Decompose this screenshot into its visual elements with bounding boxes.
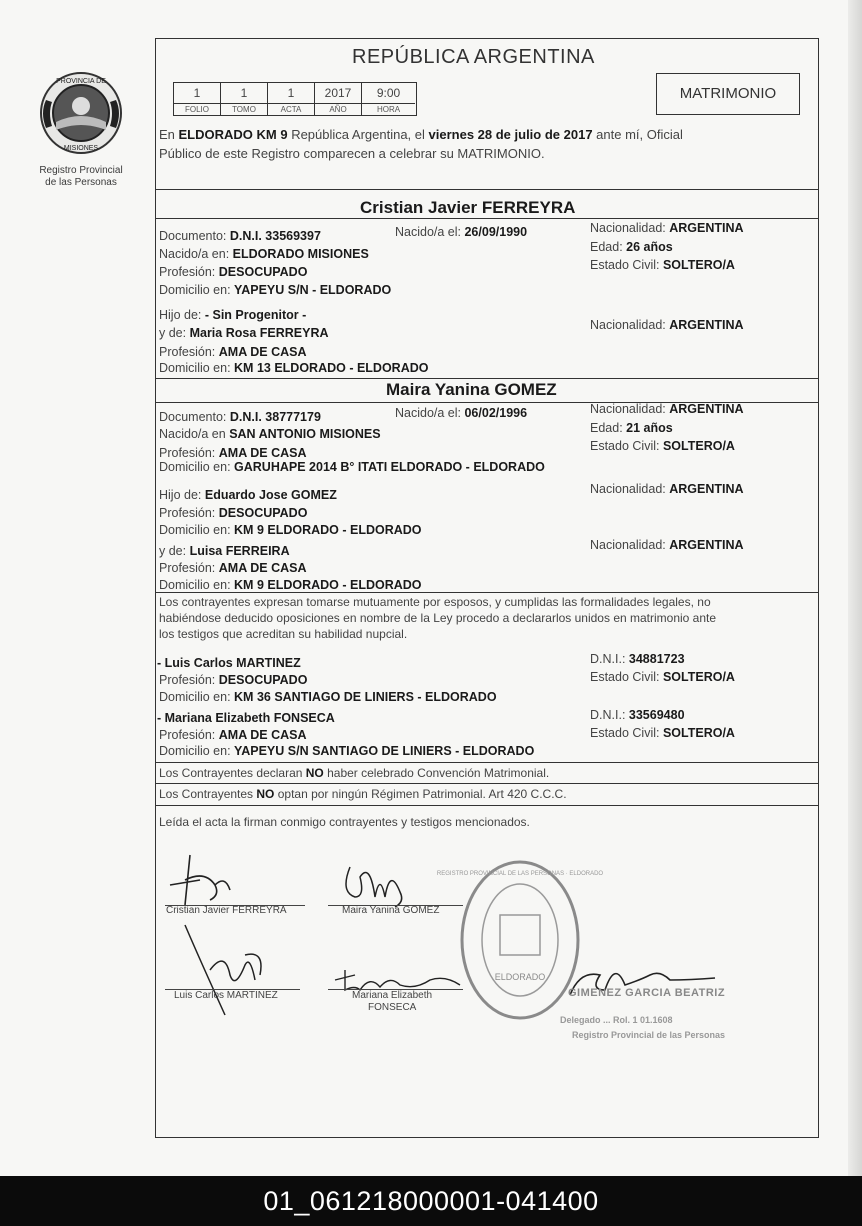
stamp-ring-text: REGISTRO PROVINCIAL DE LAS PERSONAS · ELDORADO bbox=[436, 871, 604, 877]
bride-birthdate: Nacido/a el: 06/02/1996 bbox=[395, 406, 528, 420]
page-title: REPÚBLICA ARGENTINA bbox=[352, 46, 595, 68]
bride-profession: Profesión: AMA DE CASA bbox=[159, 446, 307, 460]
groom-signature bbox=[160, 850, 310, 910]
bride-civil-status: Estado Civil: SOLTERO/A bbox=[590, 439, 735, 453]
bride-mother: y de: Luisa FERREIRA bbox=[159, 544, 290, 558]
year-value: 2017 bbox=[315, 83, 362, 103]
bride-document: Documento: D.N.I. 38777179 bbox=[159, 410, 321, 424]
registry-numbers bbox=[173, 82, 417, 116]
groom-document: Documento: D.N.I. 33569397 bbox=[159, 229, 321, 243]
declaration-text: Los contrayentes expresan tomarse mutuamente por esposos, y cumplidas las formalidades legales, no habiéndose deducido oposiciones en nombre de la Ley procedo a declararlos unidos en matrimonio ante los testigos que acreditan su habilidad nupcial. bbox=[159, 595, 717, 641]
divider bbox=[155, 189, 818, 190]
divider bbox=[155, 378, 818, 379]
folio-value: 1 bbox=[174, 83, 221, 103]
officer-title: Delegado ... Rol. 1 01.1608 bbox=[560, 1015, 673, 1025]
groom-name: Cristian Javier FERREYRA bbox=[360, 198, 576, 217]
bride-father-profession: Profesión: DESOCUPADO bbox=[159, 506, 308, 520]
groom-civil-status: Estado Civil: SOLTERO/A bbox=[590, 258, 735, 272]
divider bbox=[155, 783, 818, 784]
witness-1-civil-status: Estado Civil: SOLTERO/A bbox=[590, 670, 735, 684]
acta-value: 1 bbox=[268, 83, 315, 103]
convention-line-2: Los Contrayentes NO optan por ningún Régimen Patrimonial. Art 420 C.C.C. bbox=[159, 787, 567, 801]
page-edge bbox=[848, 0, 862, 1176]
groom-mother: y de: Maria Rosa FERREYRA bbox=[159, 326, 329, 340]
seal-top-text: PROVINCIA DE bbox=[56, 78, 106, 85]
witness-1-signature bbox=[170, 920, 300, 1020]
witness-1-signature-label: Luis Carlos MARTINEZ bbox=[174, 990, 278, 1001]
divider bbox=[155, 762, 818, 763]
bride-mother-address: Domicilio en: KM 9 ELDORADO - ELDORADO bbox=[159, 578, 422, 592]
witness-2-name: - Mariana Elizabeth FONSECA bbox=[157, 711, 335, 725]
witness-1-address: Domicilio en: KM 36 SANTIAGO DE LINIERS - ELDORADO bbox=[159, 690, 497, 704]
groom-mother-profession: Profesión: AMA DE CASA bbox=[159, 345, 307, 359]
groom-mother-nationality: Nacionalidad: ARGENTINA bbox=[590, 318, 744, 332]
convention-line-1: Los Contrayentes declaran NO haber celebrado Convención Matrimonial. bbox=[159, 766, 550, 780]
bride-signature bbox=[330, 852, 450, 912]
intro-line-2: Público de este Registro comparecen a celebrar su MATRIMONIO. bbox=[159, 146, 545, 161]
officer-registry: Registro Provincial de las Personas bbox=[572, 1030, 726, 1040]
witness-2-signature-label-2: FONSECA bbox=[368, 1002, 417, 1013]
bride-birthplace: Nacido/a en SAN ANTONIO MISIONES bbox=[159, 427, 381, 441]
registry-logo bbox=[38, 70, 124, 189]
footer-code: 01_061218000001-041400 bbox=[0, 1176, 862, 1226]
groom-profession: Profesión: DESOCUPADO bbox=[159, 265, 308, 279]
seal-bottom-text: MISIONES bbox=[63, 145, 99, 152]
logo-caption: Registro Provincial de las Personas bbox=[39, 165, 123, 188]
groom-nationality: Nacionalidad: ARGENTINA bbox=[590, 221, 744, 235]
hour-value: 9:00 bbox=[376, 86, 401, 100]
bride-father-nationality: Nacionalidad: ARGENTINA bbox=[590, 482, 744, 496]
closing-text: Leída el acta la firman conmigo contrayentes y testigos mencionados. bbox=[159, 815, 530, 829]
groom-address: Domicilio en: YAPEYU S/N - ELDORADO bbox=[159, 283, 392, 297]
bride-signature-label: Maira Yanina GOMEZ bbox=[342, 905, 440, 916]
intro-line-1: En ELDORADO KM 9 República Argentina, el viernes 28 de julio de 2017 ante mí, Oficial bbox=[159, 127, 683, 142]
divider bbox=[155, 592, 818, 593]
witness-1-profession: Profesión: DESOCUPADO bbox=[159, 673, 308, 687]
stamp-center-text: ELDORADO bbox=[494, 972, 546, 982]
groom-mother-address: Domicilio en: KM 13 ELDORADO - ELDORADO bbox=[159, 361, 429, 375]
year-label: AÑO bbox=[315, 103, 362, 115]
witness-1-dni: D.N.I.: 34881723 bbox=[590, 652, 685, 666]
tomo-label: TOMO bbox=[221, 103, 268, 115]
officer-signature bbox=[560, 950, 730, 1010]
bride-address: Domicilio en: GARUHAPE 2014 B° ITATI ELDORADO - ELDORADO bbox=[159, 460, 545, 474]
divider bbox=[155, 218, 818, 219]
groom-birthplace: Nacido/a en: ELDORADO MISIONES bbox=[159, 247, 369, 261]
bride-age: Edad: 21 años bbox=[590, 421, 673, 435]
tomo-value: 1 bbox=[221, 83, 268, 103]
witness-2-address: Domicilio en: YAPEYU S/N SANTIAGO DE LINIERS - ELDORADO bbox=[159, 744, 535, 758]
groom-signature-label: Cristian Javier FERREYRA bbox=[166, 905, 287, 916]
folio-label: FOLIO bbox=[174, 103, 221, 115]
bride-mother-nationality: Nacionalidad: ARGENTINA bbox=[590, 538, 744, 552]
witness-2-civil-status: Estado Civil: SOLTERO/A bbox=[590, 726, 735, 740]
witness-2-dni: D.N.I.: 33569480 bbox=[590, 708, 685, 722]
groom-birthdate: Nacido/a el: 26/09/1990 bbox=[395, 225, 528, 239]
officer-name: GIMENEZ GARCIA BEATRIZ bbox=[568, 987, 726, 999]
bride-name: Maira Yanina GOMEZ bbox=[386, 380, 557, 399]
groom-father: Hijo de: - Sin Progenitor - bbox=[159, 308, 307, 322]
witness-1-name: - Luis Carlos MARTINEZ bbox=[157, 656, 301, 670]
bride-nationality: Nacionalidad: ARGENTINA bbox=[590, 402, 744, 416]
witness-2-profession: Profesión: AMA DE CASA bbox=[159, 728, 307, 742]
act-type: MATRIMONIO bbox=[656, 73, 800, 115]
bride-father: Hijo de: Eduardo Jose GOMEZ bbox=[159, 488, 337, 502]
acta-label: ACTA bbox=[268, 103, 315, 115]
groom-age: Edad: 26 años bbox=[590, 240, 673, 254]
witness-2-signature-label-1: Mariana Elizabeth bbox=[352, 990, 433, 1001]
hour-label: HORA bbox=[362, 103, 415, 115]
bride-father-address: Domicilio en: KM 9 ELDORADO - ELDORADO bbox=[159, 523, 422, 537]
divider bbox=[155, 805, 818, 806]
misiones-seal-icon bbox=[38, 70, 124, 156]
bride-mother-profession: Profesión: AMA DE CASA bbox=[159, 561, 307, 575]
